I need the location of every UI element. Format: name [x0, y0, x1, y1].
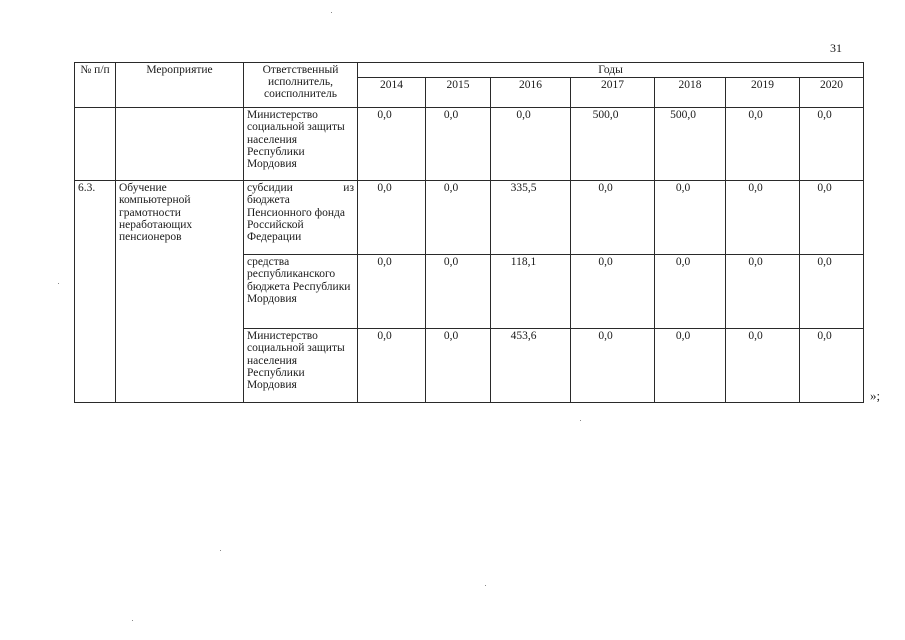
page-number: 31 [830, 41, 842, 55]
row-executor [244, 181, 358, 255]
row-executor: средства республиканского бюджета Республики Мордовия [244, 255, 358, 329]
value-cell: 0,0 [571, 181, 655, 255]
value-cell: 0,0 [655, 329, 726, 403]
header-years: Годы [358, 63, 864, 78]
value-cell: 0,0 [358, 329, 426, 403]
value-cell: 0,0 [800, 255, 864, 329]
value-cell: 118,1 [491, 255, 571, 329]
scan-speck [132, 620, 133, 621]
value-cell: 0,0 [426, 255, 491, 329]
header-year: 2020 [800, 78, 864, 108]
header-event: Мероприятие [116, 63, 244, 108]
header-row-top [75, 63, 864, 78]
value-cell: 0,0 [358, 255, 426, 329]
value-cell: 453,6 [491, 329, 571, 403]
header-year: 2019 [726, 78, 800, 108]
executor-rest: бюджета Пенсионного фонда Российской Федерации [247, 194, 345, 244]
budget-table [74, 62, 864, 403]
scan-speck [580, 420, 581, 421]
value-cell: 0,0 [726, 181, 800, 255]
scan-speck [58, 283, 59, 284]
table-row [75, 181, 864, 255]
value-cell: 0,0 [358, 181, 426, 255]
value-cell: 0,0 [571, 255, 655, 329]
scan-speck [331, 12, 332, 13]
header-num: № п/п [75, 63, 116, 108]
value-cell: 0,0 [726, 329, 800, 403]
row-num: 6.3. [75, 181, 116, 403]
header-year: 2017 [571, 78, 655, 108]
row-executor: Министерство социальной защиты населения Республики Мордовия [244, 329, 358, 403]
value-cell: 335,5 [491, 181, 571, 255]
header-year: 2014 [358, 78, 426, 108]
row-num [75, 108, 116, 181]
value-cell: 0,0 [726, 108, 800, 181]
value-cell: 0,0 [726, 255, 800, 329]
value-cell: 0,0 [358, 108, 426, 181]
scan-speck [485, 585, 486, 586]
value-cell: 500,0 [655, 108, 726, 181]
value-cell: 0,0 [800, 108, 864, 181]
executor-word: субсидии [247, 182, 293, 195]
value-cell: 0,0 [426, 108, 491, 181]
value-cell: 0,0 [655, 255, 726, 329]
closing-quote: »; [870, 388, 881, 403]
header-year: 2016 [491, 78, 571, 108]
scan-speck [220, 550, 221, 551]
value-cell: 0,0 [800, 181, 864, 255]
value-cell: 0,0 [426, 181, 491, 255]
row-event [116, 108, 244, 181]
value-cell: 0,0 [491, 108, 571, 181]
header-year: 2018 [655, 78, 726, 108]
header-year: 2015 [426, 78, 491, 108]
value-cell: 500,0 [571, 108, 655, 181]
value-cell: 0,0 [800, 329, 864, 403]
value-cell: 0,0 [655, 181, 726, 255]
value-cell: 0,0 [426, 329, 491, 403]
executor-word: из [343, 182, 354, 195]
row-event: Обучение компьютерной грамотности неработающих пенсионеров [116, 181, 244, 403]
table-row [75, 108, 864, 181]
header-executor: Ответственный исполнитель, соисполнитель [244, 63, 358, 108]
value-cell: 0,0 [571, 329, 655, 403]
row-executor: Министерство социальной защиты населения Республики Мордовия [244, 108, 358, 181]
